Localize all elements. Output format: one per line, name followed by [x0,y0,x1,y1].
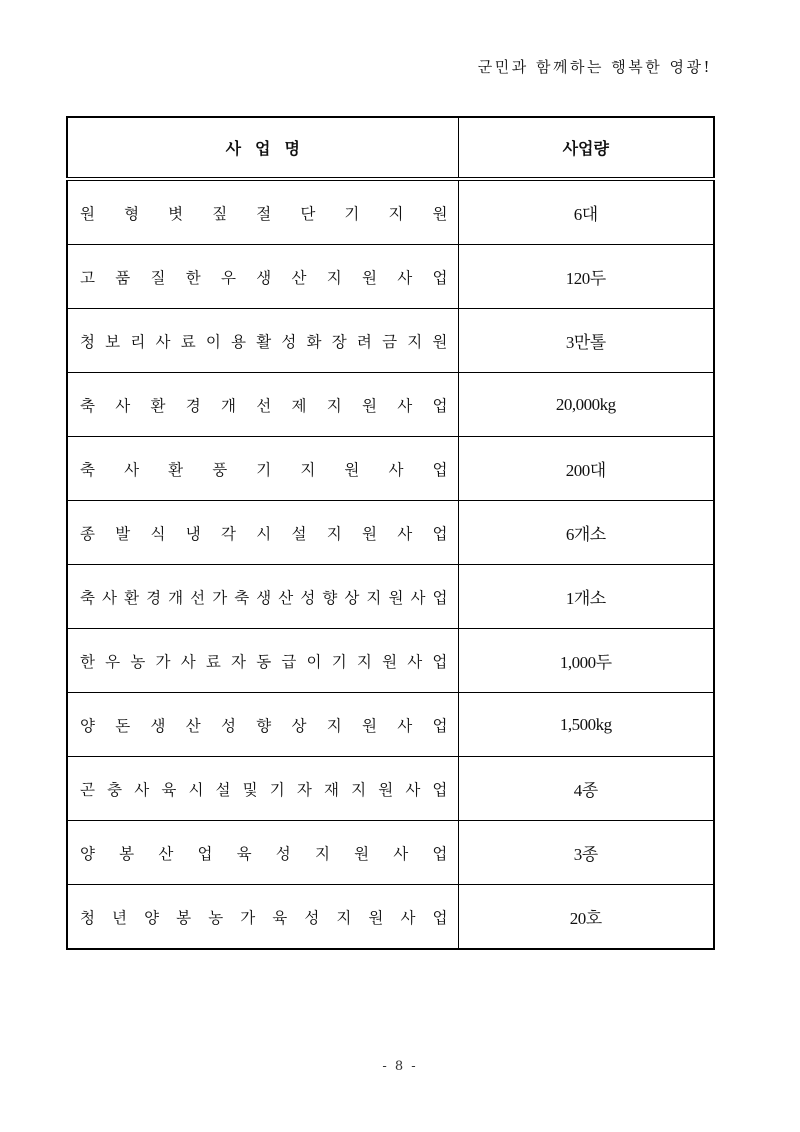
project-name-cell [67,693,458,757]
project-name: 축 사 환 풍 기 지 원 사 업 [80,460,448,479]
project-amount: 20,000kg [458,373,714,437]
table-row [67,245,714,309]
table-row [67,437,714,501]
table-row [67,501,714,565]
project-name-cell [67,501,458,565]
column-header-amount: 사업량 [458,117,714,179]
project-name: 양 봉 산 업 육 성 지 원 사 업 [80,844,448,863]
project-amount: 20호 [458,885,714,950]
project-amount: 1개소 [458,565,714,629]
column-header-project-name: 사업명 [67,117,458,179]
table-row [67,179,714,245]
table-row [67,309,714,373]
project-name-cell [67,245,458,309]
project-amount: 3만톨 [458,309,714,373]
project-amount: 3종 [458,821,714,885]
project-name: 축 사 환 경 개 선 가 축 생 산 성 향 상 지 원 사 업 [80,588,448,607]
project-name-cell [67,309,458,373]
project-name-cell [67,373,458,437]
project-amount: 6개소 [458,501,714,565]
project-name-cell [67,629,458,693]
project-amount: 120두 [458,245,714,309]
table-header-row [67,117,714,179]
project-amount: 1,000두 [458,629,714,693]
page-number: - 8 - [382,1059,418,1074]
project-name: 청 보 리 사 료 이 용 활 성 화 장 려 금 지 원 [80,332,448,351]
table-row [67,885,714,950]
project-name-cell [67,821,458,885]
table-row [67,373,714,437]
table-row [67,693,714,757]
project-name: 원 형 볏 짚 절 단 기 지 원 [80,204,448,223]
project-table [66,116,715,950]
project-name-cell [67,885,458,950]
project-name: 청 년 양 봉 농 가 육 성 지 원 사 업 [80,908,448,927]
project-name: 축 사 환 경 개 선 제 지 원 사 업 [80,396,448,415]
table-row [67,757,714,821]
project-amount: 1,500kg [458,693,714,757]
table-row [67,565,714,629]
project-name: 한 우 농 가 사 료 자 동 급 이 기 지 원 사 업 [80,652,448,671]
project-amount: 200대 [458,437,714,501]
project-amount: 4종 [458,757,714,821]
project-name-cell [67,757,458,821]
project-name: 종 발 식 냉 각 시 설 지 원 사 업 [80,524,448,543]
project-name: 고 품 질 한 우 생 산 지 원 사 업 [80,268,448,287]
table-row [67,629,714,693]
project-amount: 6대 [458,179,714,245]
project-name-cell [67,437,458,501]
table-row [67,821,714,885]
project-name: 양 돈 생 산 성 향 상 지 원 사 업 [80,716,448,735]
project-name-cell [67,565,458,629]
project-name: 곤 충 사 육 시 설 및 기 자 재 지 원 사 업 [80,780,448,799]
project-name-cell [67,179,458,245]
header-slogan: 군민과 함께하는 행복한 영광! [477,58,712,76]
